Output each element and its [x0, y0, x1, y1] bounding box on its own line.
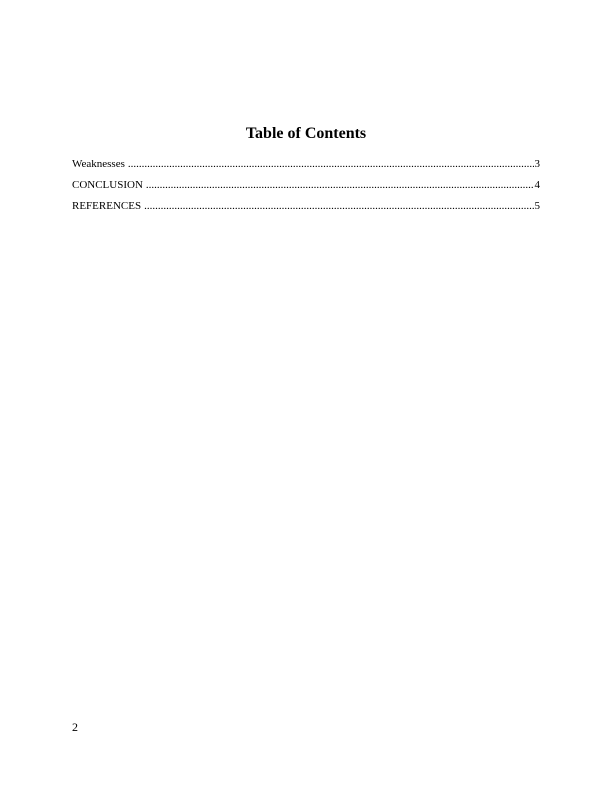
toc-dot-leader — [144, 200, 533, 213]
toc-entry-page: 4 — [534, 179, 540, 191]
toc-entry-conclusion[interactable] — [72, 179, 540, 192]
toc-heading: Table of Contents — [245, 125, 367, 142]
toc-entry-label: CONCLUSION — [72, 179, 143, 191]
toc-entry-label: Weaknesses — [72, 158, 125, 170]
toc-entry-page: 5 — [534, 200, 540, 212]
toc-entry-references[interactable] — [72, 200, 540, 213]
page-number: 2 — [72, 720, 78, 734]
toc-dot-leader — [128, 158, 534, 171]
toc-entry-label: REFERENCES — [72, 200, 142, 212]
toc-entry-weaknesses[interactable] — [72, 158, 540, 171]
toc-list — [72, 158, 540, 221]
toc-dot-leader — [146, 179, 534, 192]
toc-entry-page: 3 — [534, 158, 540, 170]
